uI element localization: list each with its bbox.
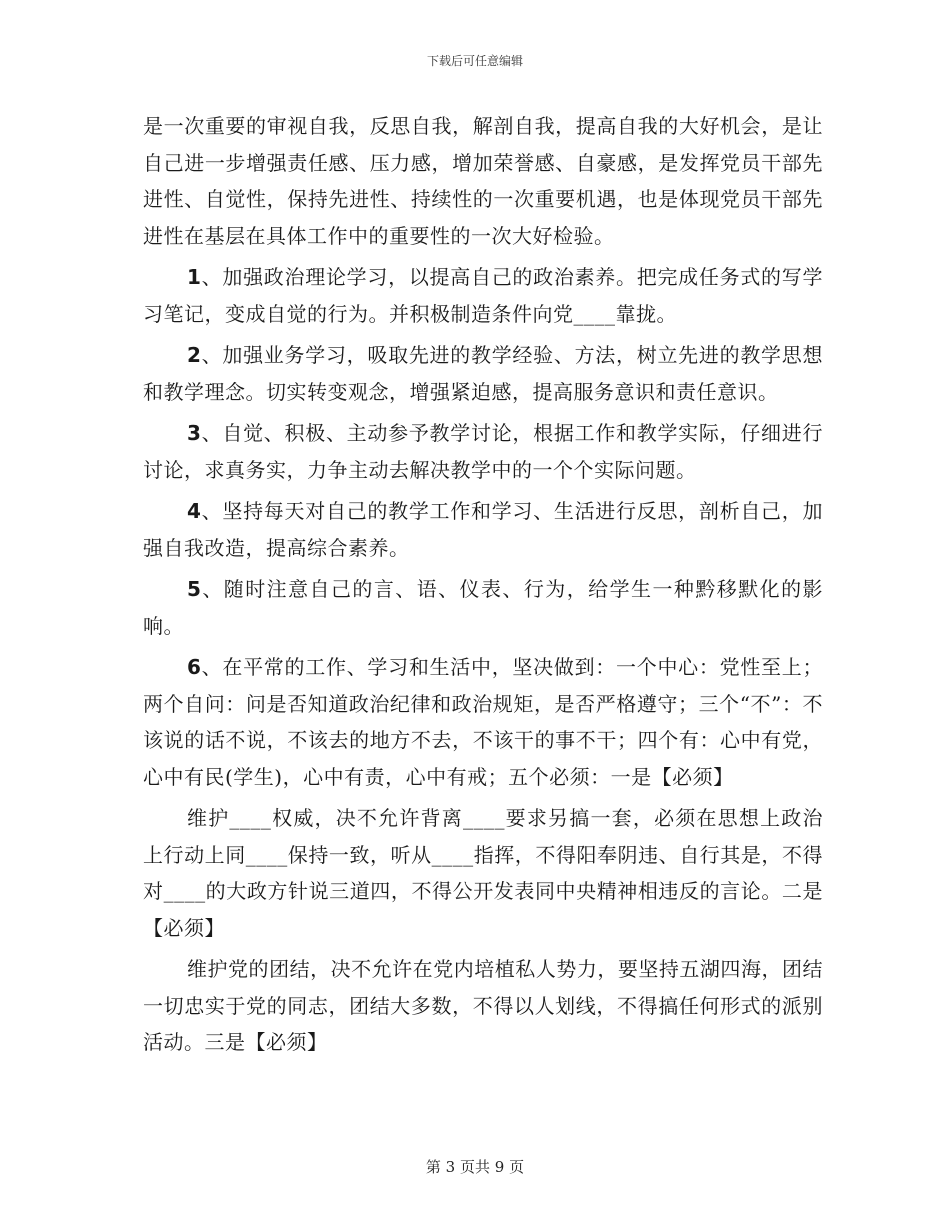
- page-footer: 第 3 页共 9 页: [425, 1158, 525, 1176]
- paragraph-intro: [143, 108, 823, 254]
- paragraph-must-2: [143, 951, 823, 1061]
- item-number: 4: [187, 499, 202, 523]
- item-number: 2: [187, 343, 202, 367]
- paragraph-text: 、在平常的工作、学习和生活中，坚决做到：一个中心：党性至上；两个自问：问是否知道政治纪律和政治规矩，是否严格遵守；三个“不”：不该说的话不说，不该去的地方不去，不该干的事不干；四个有：心中有党，心中有民(学生)，心中有责，心中有戒；五个必须：一是【必须】: [143, 655, 823, 789]
- paragraph-item-2: [143, 337, 823, 410]
- paragraph-text: 维护____权威，决不允许背离____要求另搞一套，必须在思想上政治上行动上同____保持一致，听从____指挥，不得阳奉阴违、自行其是，不得对____的大政方针说三道四，不得公开发表同中央精神相违反的言论。二是【必须】: [143, 806, 823, 940]
- page-header: 下载后可任意编辑: [426, 54, 523, 68]
- paragraph-text: 、自觉、积极、主动参予教学讨论，根据工作和教学实际，仔细进行讨论，求真务实，力争主动去解决教学中的一个个实际问题。: [143, 421, 823, 482]
- paragraph-item-6: [143, 649, 823, 795]
- paragraph-item-1: [143, 259, 823, 332]
- item-number: 1: [187, 265, 202, 289]
- paragraph-text: 、加强业务学习，吸取先进的教学经验、方法，树立先进的教学思想和教学理念。切实转变观念，增强紧迫感，提高服务意识和责任意识。: [143, 343, 823, 404]
- item-number: 5: [187, 577, 202, 601]
- item-number: 6: [187, 655, 202, 679]
- paragraph-item-3: [143, 415, 823, 488]
- paragraph-text: 、随时注意自己的言、语、仪表、行为，给学生一种黔移默化的影响。: [143, 577, 823, 638]
- paragraph-item-4: [143, 493, 823, 566]
- paragraph-text: 维护党的团结，决不允许在党内培植私人势力，要坚持五湖四海，团结一切忠实于党的同志，团结大多数，不得以人划线，不得搞任何形式的派别活动。三是【必须】: [143, 957, 823, 1054]
- item-number: 3: [187, 421, 202, 445]
- paragraph-text: 、坚持每天对自己的教学工作和学习、生活进行反思，剖析自己，加强自我改造，提高综合素养。: [143, 499, 823, 560]
- paragraph-text: 、加强政治理论学习，以提高自己的政治素养。把完成任务式的写学习笔记，变成自觉的行为。并积极制造条件向党____靠拢。: [143, 265, 823, 326]
- document-body: [143, 108, 823, 1066]
- paragraph-must-1: [143, 800, 823, 946]
- paragraph-text: 是一次重要的审视自我，反思自我，解剖自我，提高自我的大好机会，是让自己进一步增强责任感、压力感，增加荣誉感、自豪感，是发挥党员干部先进性、自觉性，保持先进性、持续性的一次重要机遇，也是体现党员干部先进性在基层在具体工作中的重要性的一次大好检验。: [143, 114, 823, 248]
- paragraph-item-5: [143, 571, 823, 644]
